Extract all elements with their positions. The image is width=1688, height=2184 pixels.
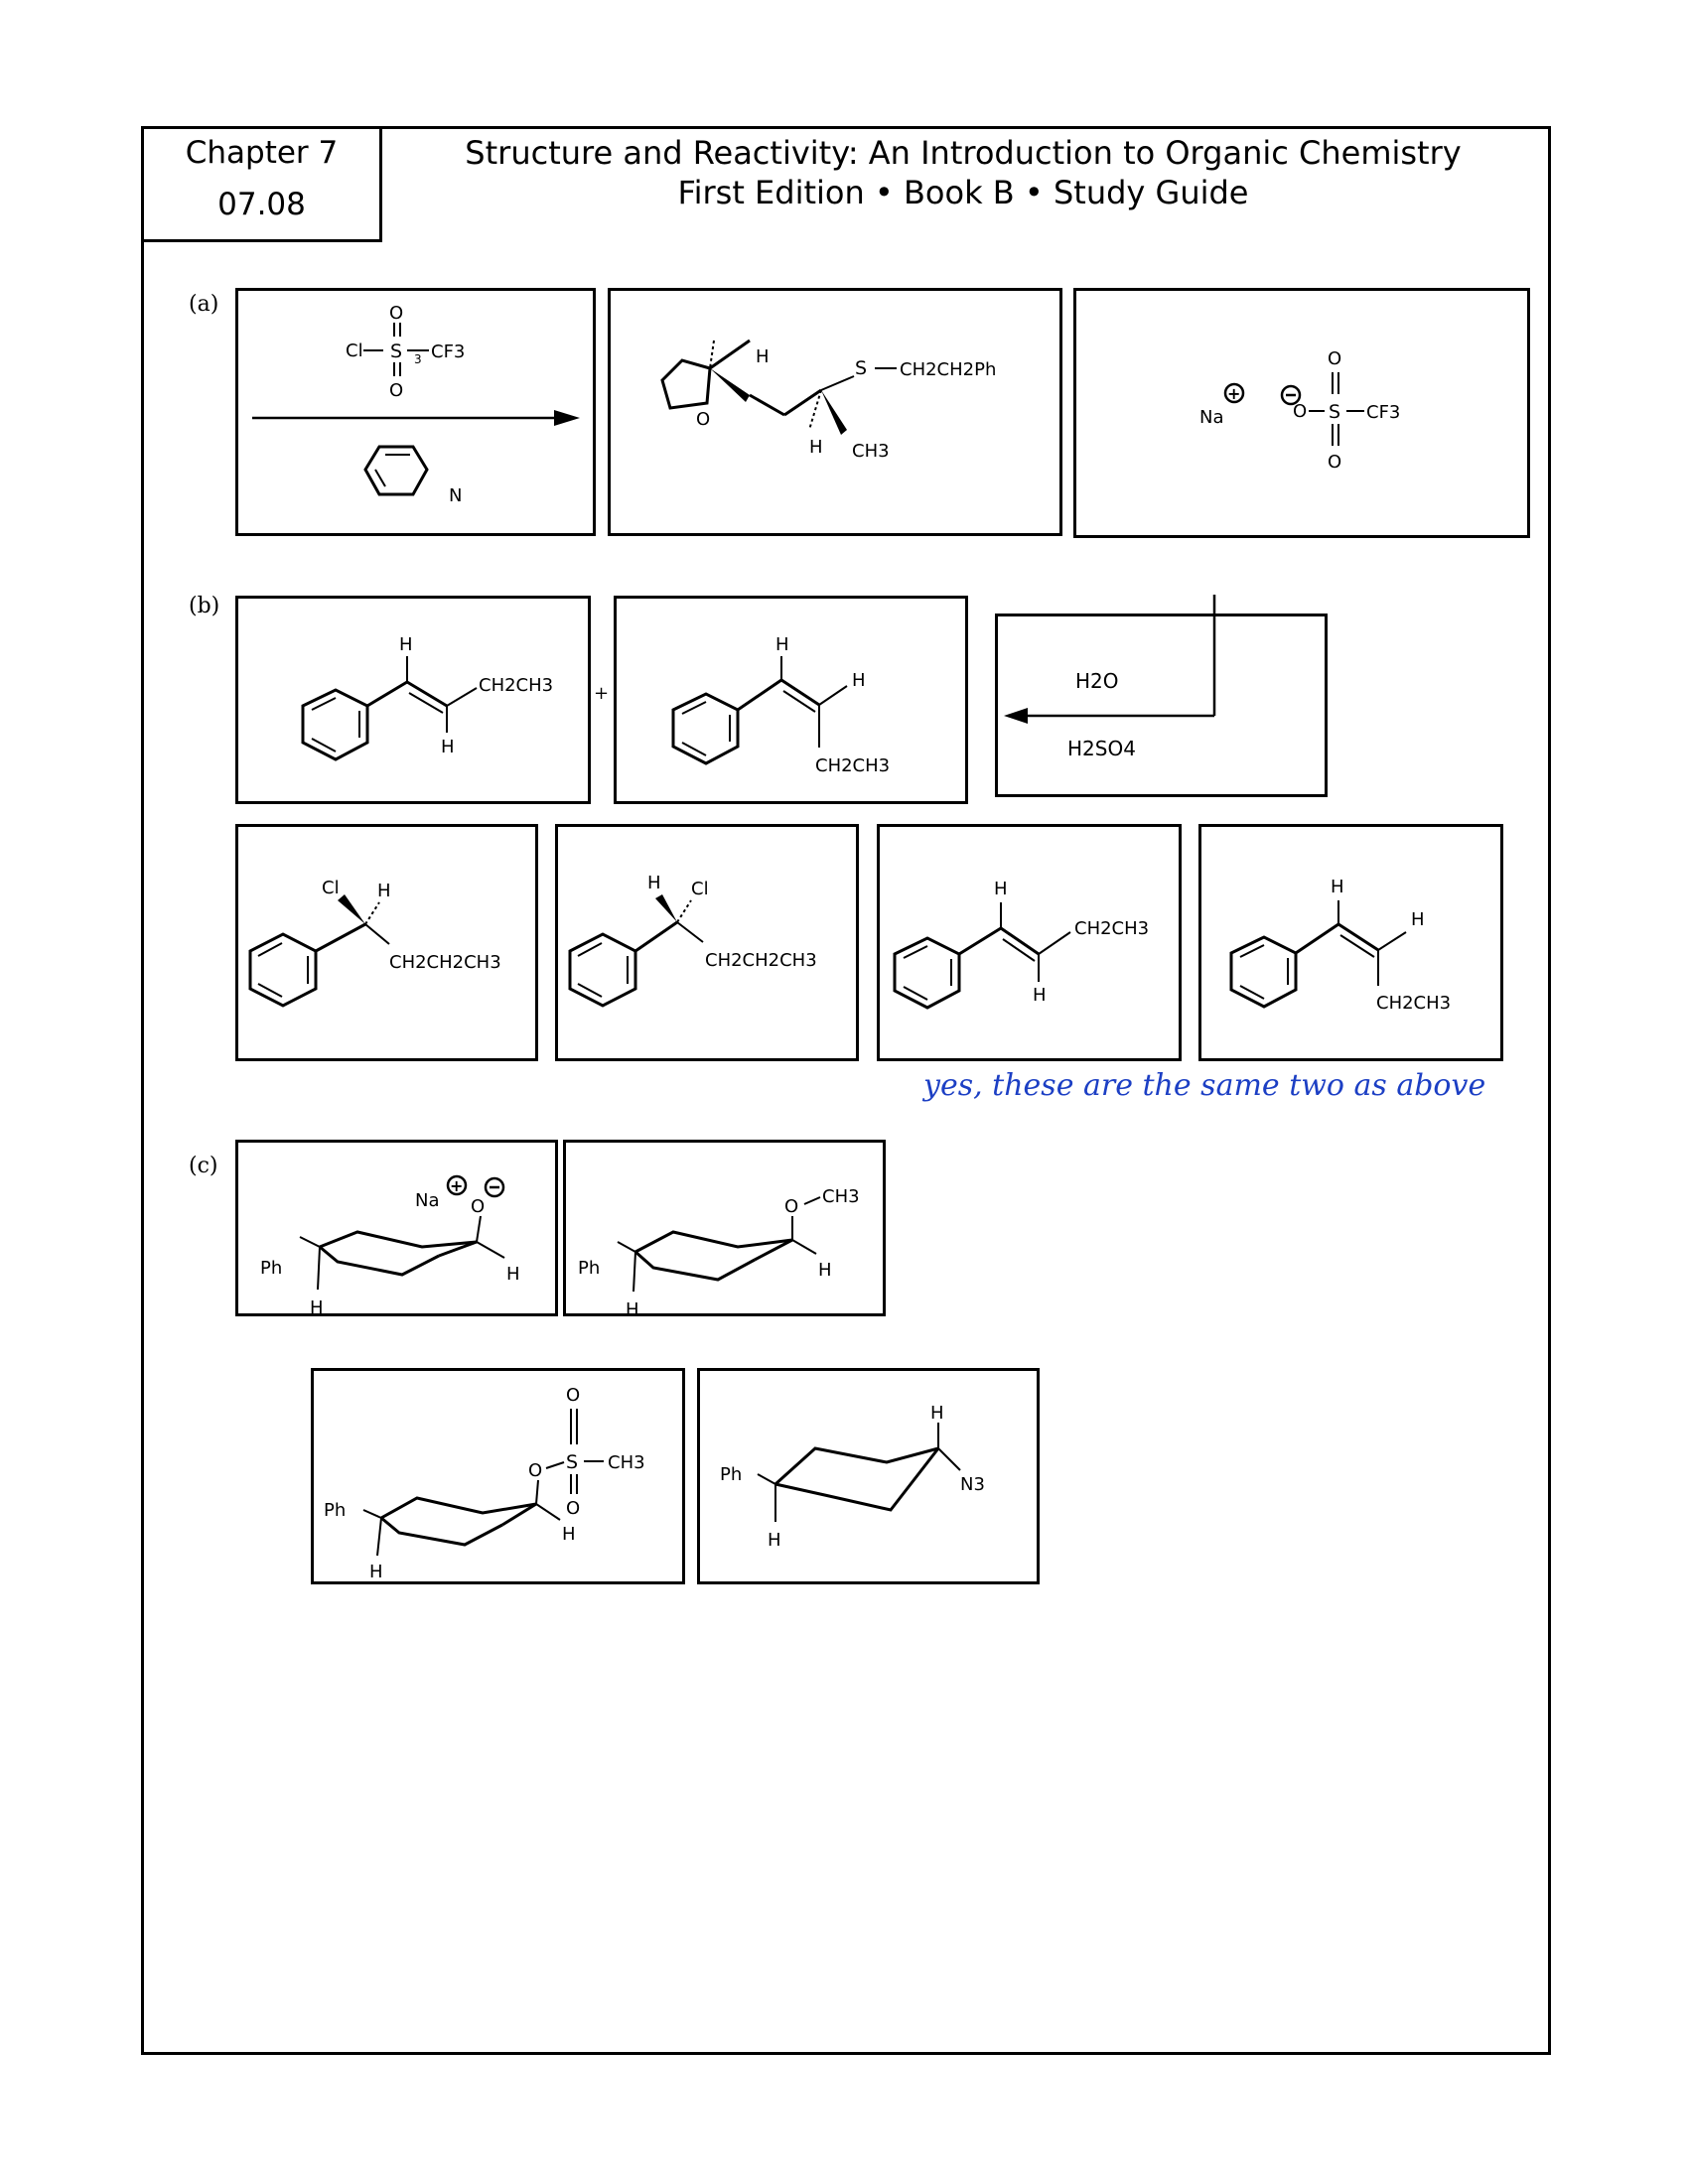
svg-text:H: H [1411,909,1425,930]
chapter-box [141,126,382,242]
svg-text:H: H [506,1264,520,1285]
svg-text:S: S [566,1451,579,1473]
svg-text:+: + [450,1176,464,1195]
svg-text:CH3: CH3 [608,1452,645,1473]
svg-text:H: H [441,737,455,757]
svg-text:CH2CH3: CH2CH3 [1074,918,1150,939]
svg-text:H: H [1331,877,1344,897]
svg-text:O: O [389,380,404,401]
svg-text:H2SO4: H2SO4 [1067,737,1136,760]
svg-text:Cl: Cl [346,341,363,361]
alkoxide-box [235,1140,558,1316]
svg-text:H2O: H2O [1075,669,1119,693]
hydration-reagents [998,616,1325,794]
problem-number: 07.08 [217,187,306,222]
svg-text:Cl: Cl [691,879,709,899]
product-box-a [608,288,1062,536]
salt-box-a [1073,288,1530,538]
svg-text:H: H [852,670,866,691]
svg-text:CH2CH3: CH2CH3 [1376,993,1452,1014]
svg-text:S: S [1329,401,1341,423]
alkene-z-box-2 [1198,824,1503,1061]
svg-text:O: O [566,1498,581,1519]
svg-text:H: H [994,879,1008,899]
methyl-ether-box [563,1140,886,1320]
svg-text:O: O [1293,401,1308,422]
svg-text:H: H [626,1299,639,1320]
azide-box [697,1368,1040,1584]
svg-text:O: O [696,409,711,430]
svg-text:+: + [1227,384,1241,403]
alkene-e-box [235,596,591,804]
svg-text:CH2CH2CH3: CH2CH2CH3 [705,950,817,971]
svg-text:Ph: Ph [720,1464,743,1485]
svg-text:O: O [1328,452,1342,473]
mesylate-box [311,1368,685,1584]
chloride-r-box [235,824,538,1061]
sodium-triflate [1076,291,1527,535]
svg-text:H: H [756,346,770,367]
chloride-s-box [555,824,859,1061]
tetrahydrofuran-thioether [611,291,1059,533]
chlorophenylbutane-1 [238,827,535,1058]
z-1-phenylbutene-2 [1201,827,1500,1058]
reagent-box-a [235,288,596,536]
svg-text:O: O [784,1196,799,1217]
plus-sign: + [594,683,610,704]
section-label-a: (a) [189,292,219,317]
triflyl-chloride-pyridine [238,291,593,533]
svg-text:N3: N3 [960,1474,985,1495]
alkene-z-box [614,596,968,804]
z-1-phenylbutene [617,599,965,801]
svg-text:CF3: CF3 [1366,402,1401,423]
svg-text:Ph: Ph [260,1258,283,1279]
svg-text:Cl: Cl [322,878,340,898]
chapter-label: Chapter 7 [185,135,339,171]
svg-text:CH2CH3: CH2CH3 [479,675,554,696]
reagent-box-b [995,614,1328,797]
svg-text:CH2CH3: CH2CH3 [815,755,891,776]
svg-text:O: O [389,303,404,324]
svg-text:Ph: Ph [324,1500,347,1521]
book-subtitle: First Edition • Book B • Study Guide [677,174,1249,211]
chlorophenylbutane-2 [558,827,856,1058]
svg-text:CH3: CH3 [852,441,890,462]
svg-text:H: H [818,1260,832,1281]
svg-text:CF3: CF3 [431,341,466,362]
svg-text:S: S [855,357,868,379]
svg-text:H: H [775,634,789,655]
svg-text:H: H [809,437,823,458]
svg-text:H: H [930,1403,944,1424]
svg-text:O: O [528,1460,543,1481]
svg-text:H: H [1033,985,1047,1006]
cyclohexyl-mesylate [314,1371,682,1581]
section-label-c: (c) [189,1154,218,1178]
svg-text:S: S [390,341,403,362]
handwritten-note: yes, these are the same two as above [923,1068,1486,1103]
svg-text:H: H [310,1297,324,1318]
e-1-phenylbutene-2 [880,827,1179,1058]
section-label-b: (b) [189,594,220,618]
svg-text:CH3: CH3 [822,1186,860,1207]
svg-text:CH2CH2CH3: CH2CH2CH3 [389,952,501,973]
svg-text:Ph: Ph [578,1258,601,1279]
svg-text:H: H [768,1530,781,1551]
svg-text:Na: Na [1199,407,1224,428]
svg-text:N: N [449,485,463,506]
book-title: Structure and Reactivity: An Introduction to Organic Chemistry [465,134,1462,172]
methoxy-cyclohexane [566,1143,883,1320]
svg-text:O: O [566,1385,581,1406]
svg-text:3: 3 [414,352,422,366]
sodium-cyclohexoxide [238,1143,555,1318]
svg-text:H: H [377,881,391,901]
svg-text:H: H [399,634,413,655]
svg-text:H: H [647,873,661,893]
svg-text:H: H [562,1524,576,1545]
alkene-e-box-2 [877,824,1182,1061]
svg-text:O: O [1328,348,1342,369]
cyclohexyl-azide [700,1371,1037,1581]
e-1-phenylbutene [238,599,588,801]
svg-text:O: O [471,1196,486,1217]
svg-text:H: H [369,1562,383,1582]
svg-text:Na: Na [415,1190,440,1211]
svg-text:CH2CH2Ph: CH2CH2Ph [900,359,997,380]
